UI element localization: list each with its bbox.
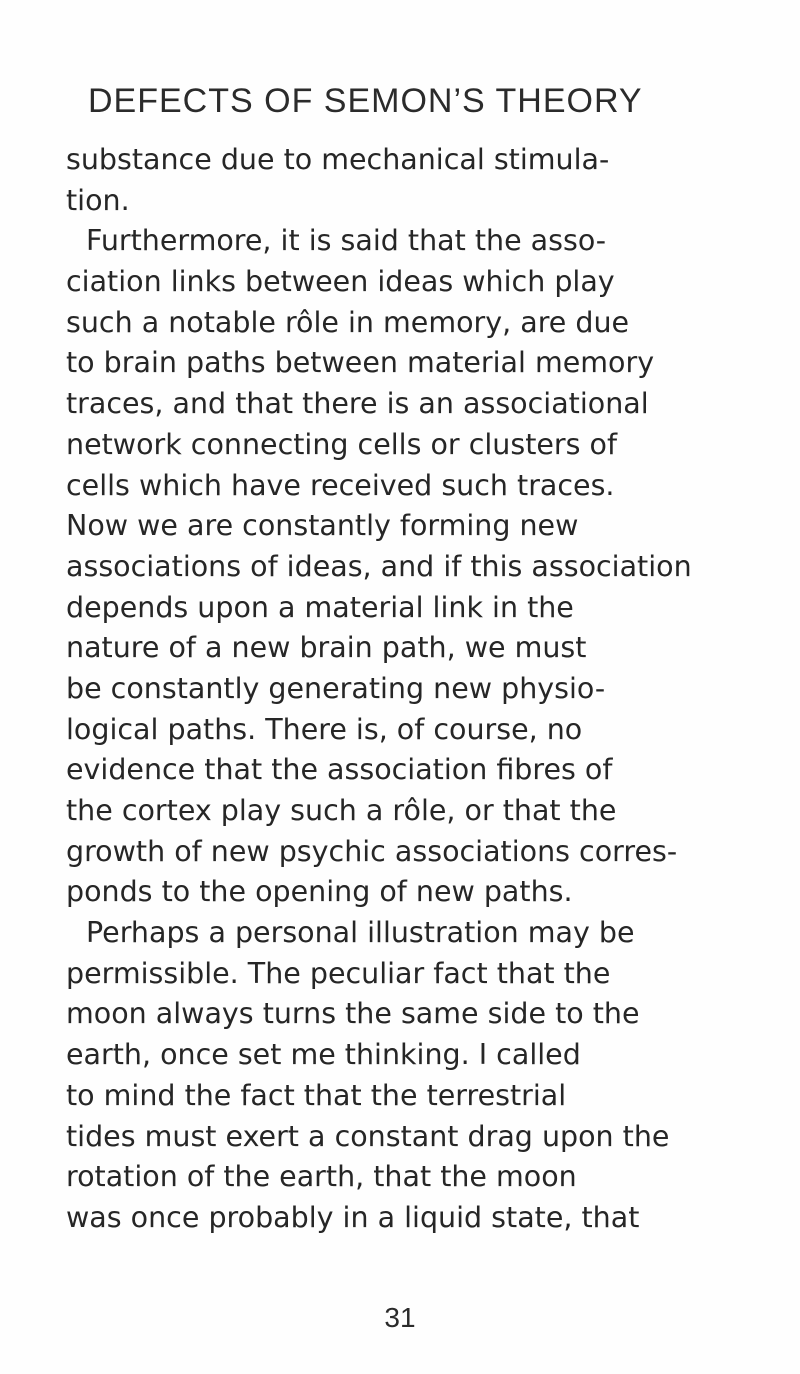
text-line: ponds to the opening of new paths. — [66, 875, 573, 909]
text-line: logical paths. There is, of course, no — [66, 712, 583, 746]
text-line: tides must exert a constant drag upon the — [66, 1119, 670, 1153]
text-line: to mind the fact that the terrestrial — [66, 1078, 567, 1112]
text-line: permissible. The peculiar fact that the — [66, 956, 611, 990]
text-line: to brain paths between material memory — [66, 346, 655, 380]
text-line: traces, and that there is an associational — [66, 387, 649, 421]
text-line: tion. — [66, 183, 130, 217]
text-line: moon always turns the same side to the — [66, 997, 640, 1031]
text-line: Now we are constantly forming new — [66, 509, 579, 543]
text-line: evidence that the association fibres of — [66, 753, 613, 787]
text-line: growth of new psychic associations corres- — [66, 834, 678, 868]
paragraph-start-line: Perhaps a personal illustration may be — [86, 916, 635, 950]
paragraph-start-line: Furthermore, it is said that the asso- — [86, 224, 607, 258]
text-line: rotation of the earth, that the moon — [66, 1160, 577, 1194]
text-line: ciation links between ideas which play — [66, 265, 615, 299]
body-text — [66, 140, 746, 1239]
running-head: DEFECTS OF SEMON’S THEORY — [88, 82, 643, 120]
text-line: network connecting cells or clusters of — [66, 427, 618, 461]
text-line: associations of ideas, and if this association — [66, 549, 692, 583]
text-line: cells which have received such traces. — [66, 468, 615, 502]
text-line: be constantly generating new physio- — [66, 671, 606, 705]
text-line: depends upon a material link in the — [66, 590, 574, 624]
text-line: nature of a new brain path, we must — [66, 631, 587, 665]
text-line: the cortex play such a rôle, or that the — [66, 794, 617, 827]
text-line: earth, once set me thinking. I called — [66, 1038, 581, 1072]
text-line: was once probably in a liquid state, that — [66, 1200, 640, 1234]
page-number: 31 — [384, 1302, 416, 1333]
text-line: substance due to mechanical stimula- — [66, 143, 610, 176]
text-line: such a notable rôle in memory, are due — [66, 305, 630, 339]
